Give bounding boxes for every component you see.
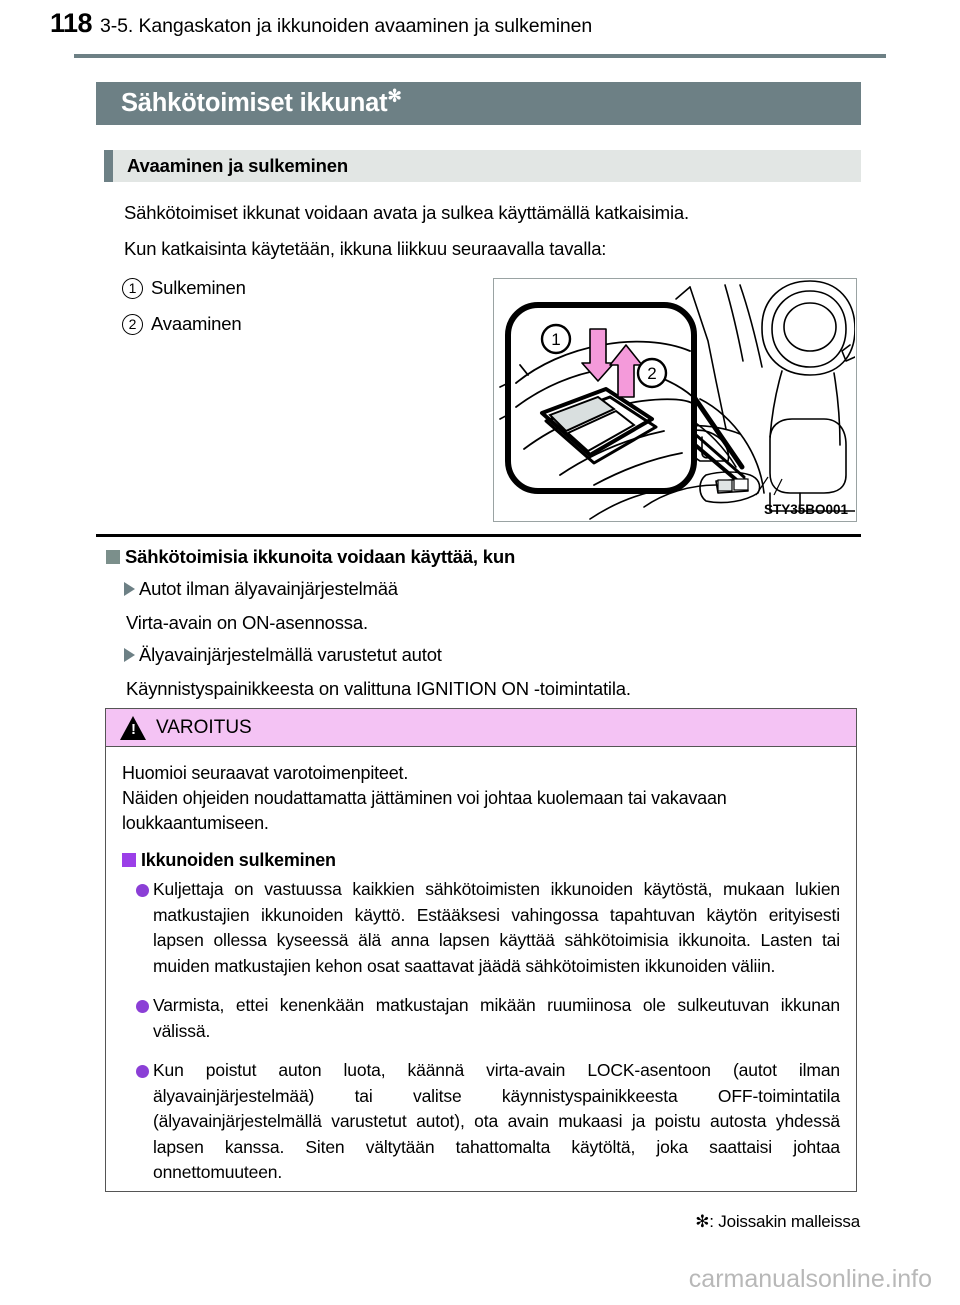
warning-body <box>106 747 856 1186</box>
condition-text-1: Virta-avain on ON-asennossa. <box>126 612 368 633</box>
section-heading-label: Avaaminen ja sulkeminen <box>127 155 348 176</box>
watermark: carmanualsonline.info <box>688 1265 932 1293</box>
condition-subheading-2-text: Älyavainjärjestelmällä varustetut autot <box>139 644 442 665</box>
intro-paragraph-1: Sähkötoimiset ikkunat voidaan avata ja sulkea käyttämällä katkaisimia. <box>124 202 689 223</box>
footnote: ✻: Joissakin malleissa <box>695 1212 860 1231</box>
illustration-figure <box>493 278 857 522</box>
circled-number-1: 1 <box>122 278 143 299</box>
warning-header <box>106 709 856 747</box>
svg-text:1: 1 <box>551 330 561 349</box>
list-item <box>122 308 246 340</box>
list-item <box>122 272 246 304</box>
page-title-text: Sähkötoimiset ikkunat <box>121 89 388 117</box>
list-item-label: Avaaminen <box>151 313 242 334</box>
warning-subheading <box>122 850 840 871</box>
warning-box <box>105 708 857 1192</box>
svg-text:2: 2 <box>647 364 657 383</box>
door-switch-small <box>718 479 748 491</box>
warning-subheading-text: Ikkunoiden sulkeminen <box>141 850 336 870</box>
triangle-bullet-icon <box>124 648 135 662</box>
list-item-label: Sulkeminen <box>151 277 246 298</box>
page-title <box>96 86 402 118</box>
conditions-heading <box>106 546 515 568</box>
warning-bullet-list <box>122 877 840 1186</box>
content-divider <box>96 534 861 537</box>
numbered-list <box>122 272 246 344</box>
triangle-bullet-icon <box>124 582 135 596</box>
breadcrumb: 3-5. Kangaskaton ja ikkunoiden avaaminen ja sulkeminen <box>100 15 593 37</box>
condition-text-2: Käynnistyspainikkeesta on valittuna IGNITION ON -toimintatila. <box>126 678 631 699</box>
list-item: Kuljettaja on vastuussa kaikkien sähkötoimisten ikkunoiden käytöstä, mukaan lukien matkustajien ikkunoiden käyttö. Estääksesi vahingossa tapahtuvan käytön erityisesti lapsen ollessa kyseessä älä anna lapsen käyttää sähkötoimisia ikkunoita. Lasten tai muiden matkustajien kehon osat saattavat jäädä sähkötoimisten ikkunoiden väliin. <box>122 877 840 979</box>
chapter-title-bar <box>96 82 861 125</box>
condition-subheading-2 <box>124 644 442 666</box>
circled-number-2: 2 <box>122 314 143 335</box>
square-bullet-icon <box>106 550 120 564</box>
figure-code: STY35BO001 <box>763 502 848 517</box>
square-bullet-icon <box>122 853 136 867</box>
warning-intro-line-2: Näiden ohjeiden noudattamatta jättäminen voi johtaa kuolemaan tai vakavaan <box>122 788 727 808</box>
condition-subheading-1 <box>124 578 398 600</box>
intro-paragraph-2: Kun katkaisinta käytetään, ikkuna liikkuu seuraavalla tavalla: <box>124 238 607 259</box>
figure-callout-2 <box>638 359 666 387</box>
asterisk-marker: ✻ <box>387 86 402 106</box>
section-heading <box>104 150 861 182</box>
conditions-heading-text: Sähkötoimisia ikkunoita voidaan käyttää, kun <box>125 546 516 567</box>
warning-intro-line-3: loukkaantumiseen. <box>122 813 269 833</box>
list-item: Kun poistut auton luota, käännä virta-avain LOCK-asentoon (autot ilman älyavainjärjestelmää) tai valitse käynnistyspainikkeesta OFF-toimintatila (älyavainjärjestelmällä varustetut autot), ota avain mukaasi ja poistu autosta yhdessä lapsen kanssa. Siten vältytään tahattomalta käytöltä, joka saattaisi johtaa onnettomuuteen. <box>122 1058 840 1186</box>
warning-intro-line-1: Huomioi seuraavat varotoimenpiteet. <box>122 763 409 783</box>
figure-callout-1 <box>542 325 570 353</box>
warning-label: VAROITUS <box>156 716 252 738</box>
page-number: 118 <box>49 8 92 38</box>
list-item: Varmista, ettei kenenkään matkustajan mikään ruumiinosa ole sulkeutuvan ikkunan välissä. <box>122 993 840 1044</box>
car-interior-illustration <box>494 279 855 520</box>
warning-triangle-icon: ! <box>120 716 147 740</box>
header-divider <box>74 54 886 58</box>
running-header <box>0 8 960 39</box>
condition-subheading-1-text: Autot ilman älyavainjärjestelmää <box>139 578 398 599</box>
